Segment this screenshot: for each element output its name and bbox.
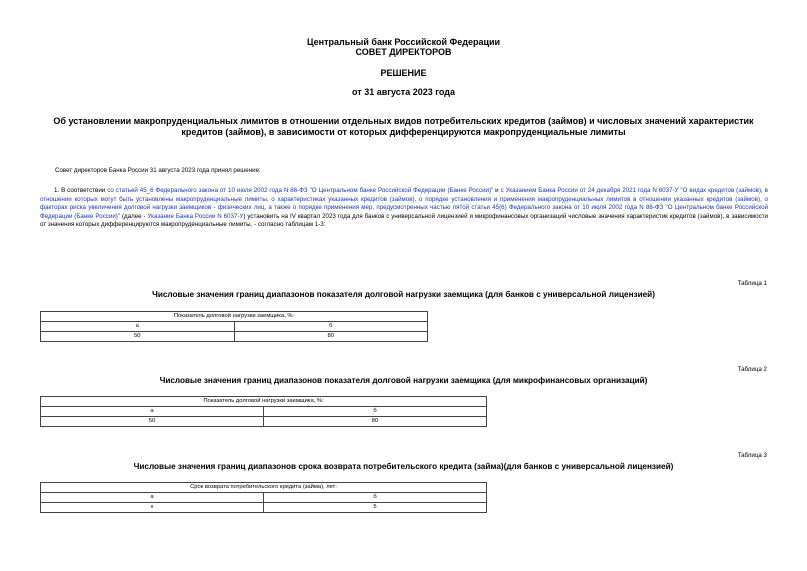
table-cell: б: [264, 493, 487, 503]
table-2: [40, 396, 487, 427]
table-row: [41, 332, 428, 342]
table-row: [41, 417, 487, 427]
table-3-label: Таблица 3: [737, 452, 767, 459]
table-row: [41, 493, 487, 503]
table-1-label: Таблица 1: [737, 280, 767, 287]
table-header-cell: Срок возврата потребительского кредита (займа), лет:: [41, 483, 487, 493]
table-cell: б: [234, 322, 428, 332]
paragraph-1-tail: ) установить на IV квартал 2023 года для банков с универсальной лицензией и микрофинансовых организаций числовые значения характеристик кредитов (займов), в зависимости от значения которых дифференцируются макропруденциальные лимиты, - согласно таблицам 1-3:: [40, 212, 768, 229]
paragraph-1-lead: 1. В соответствии: [54, 187, 108, 194]
document-subject: Об установлении макропруденциальных лимитов в отношении отдельных видов потребительских кредитов (займов) и числовых значений характеристик кредитов (займов), в зависимости от которых дифференцируются макропруденциальные лимиты: [53, 116, 754, 137]
table-1-title: Числовые значения границ диапазонов показателя долговой нагрузки заемщика (для банков с универсальной лицензией): [152, 290, 655, 299]
table-3: [40, 482, 487, 513]
paragraph-1-mid-2: (далее -: [120, 212, 148, 220]
document-type: РЕШЕНИЕ: [380, 68, 427, 78]
table-cell: 50: [41, 417, 264, 427]
table-cell: б: [264, 407, 487, 417]
table-cell: а: [41, 493, 264, 503]
table-row: [41, 322, 428, 332]
board-name: СОВЕТ ДИРЕКТОРОВ: [355, 47, 452, 57]
table-cell: 80: [264, 417, 487, 427]
document-date: от 31 августа 2023 года: [352, 87, 455, 97]
table-cell: х: [41, 503, 264, 513]
table-1: [40, 311, 428, 342]
table-cell: а: [41, 322, 235, 332]
directive-short-link[interactable]: Указание Банка России N 6037-У: [147, 212, 244, 220]
paragraph-1-mid-1: и: [493, 187, 501, 194]
directive-link[interactable]: с Указанием Банка России от 24 декабря 2021 года N 6037-У "О видах кредитов (займов), в отношении которых могут быть установлены макропруденциальные лимиты, о характеристиках указанных кредитов (займов), о порядке установления и применения макропруденциальных лимитов в отношении указанных кредитов (займов), о факторах риска увеличения долговой нагрузки заемщиков - физических лиц, а также о порядке применения мер, предусмотренных частью пятой статьи 45(6) Федерального закона от 10 июля 2002 года N 86-ФЗ "О Центральном банке Российской Федерации (Банке России)": [40, 187, 768, 220]
table-2-label: Таблица 2: [737, 366, 767, 373]
table-row: [41, 503, 487, 513]
paragraph-1: [40, 187, 768, 230]
table-cell: 50: [41, 332, 235, 342]
table-header-cell: Показатель долговой нагрузки заемщика, %:: [41, 312, 428, 322]
table-row: [41, 312, 428, 322]
table-row: [41, 397, 487, 407]
table-3-title: Числовые значения границ диапазонов срока возврата потребительского кредита (займа)(для банков с универсальной лицензией): [133, 462, 674, 471]
table-header-cell: Показатель долговой нагрузки заемщика, %:: [41, 397, 487, 407]
intro-paragraph: Совет директоров Банка России 31 августа 2023 года принял решение:: [55, 167, 261, 174]
table-row: [41, 483, 487, 493]
law-link[interactable]: со статьей 45_6 Федерального закона от 10 июля 2002 года N 86-ФЗ "О Центральном банке Российской Федерации (Банке России)": [107, 187, 494, 194]
table-2-title: Числовые значения границ диапазонов показателя долговой нагрузки заемщика (для микрофинансовых организаций): [159, 376, 648, 385]
table-cell: а: [41, 407, 264, 417]
org-name: Центральный банк Российской Федерации: [306, 37, 501, 47]
table-cell: 5: [264, 503, 487, 513]
table-cell: 80: [234, 332, 428, 342]
table-row: [41, 407, 487, 417]
